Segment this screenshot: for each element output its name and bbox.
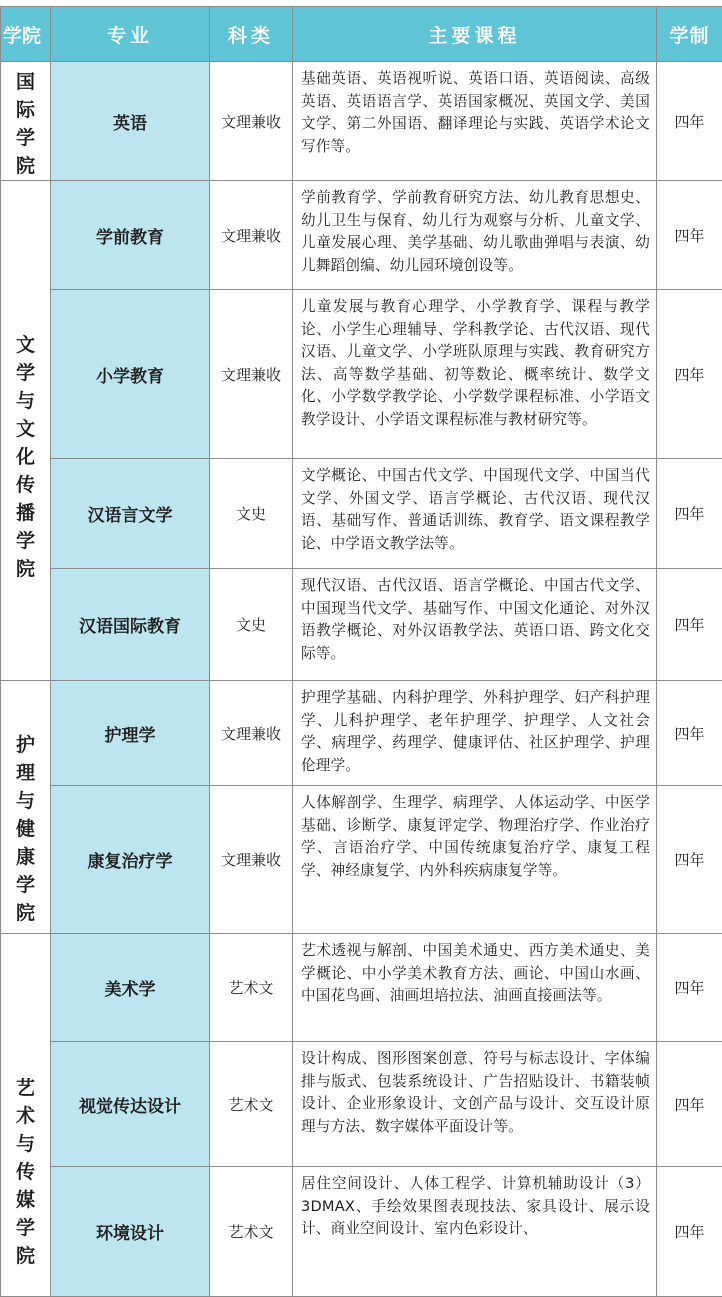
- table-row: [1, 786, 722, 934]
- category-cell: 文理兼收: [210, 181, 293, 290]
- table-row: [1, 62, 722, 181]
- courses-cell: 设计构成、图形图案创意、符号与标志设计、字体编排与版式、包装系统设计、广告招贴设计、书籍装帧设计、企业形象设计、文创产品与设计、交互设计原理与方法、数字媒体平面设计等。: [293, 1042, 657, 1167]
- major-cell: 学前教育: [51, 181, 210, 290]
- category-cell: 文理兼收: [210, 786, 293, 934]
- years-cell: 四年: [657, 181, 722, 290]
- major-cell: 汉语言文学: [51, 459, 210, 569]
- major-cell: 英语: [51, 62, 210, 181]
- years-cell: 四年: [657, 786, 722, 934]
- major-cell: 康复治疗学: [51, 786, 210, 934]
- years-cell: 四年: [657, 62, 722, 181]
- table-row: [1, 1167, 722, 1297]
- header-major: 专业: [51, 7, 210, 62]
- courses-cell: 现代汉语、古代汉语、语言学概论、中国古代文学、中国现当代文学、基础写作、中国文化通论、对外汉语教学概论、对外汉语教学法、英语口语、跨文化交际等。: [293, 569, 657, 681]
- major-cell: 美术学: [51, 934, 210, 1042]
- years-cell: 四年: [657, 1167, 722, 1297]
- table-row: [1, 681, 722, 786]
- years-cell: 四年: [657, 459, 722, 569]
- header-category: 科类: [210, 7, 293, 62]
- courses-cell: 居住空间设计、人体工程学、计算机辅助设计（3）3DMAX、手绘效果图表现技法、家具设计、展示设计、商业空间设计、室内色彩设计、: [293, 1167, 657, 1297]
- category-cell: 文理兼收: [210, 62, 293, 181]
- table-row: [1, 569, 722, 681]
- major-cell: 视觉传达设计: [51, 1042, 210, 1167]
- major-cell: 小学教育: [51, 290, 210, 459]
- college-cell: [1, 934, 51, 1297]
- college-cell: [1, 681, 51, 934]
- category-cell: 艺术文: [210, 934, 293, 1042]
- header-courses: 主要课程: [293, 7, 657, 62]
- years-cell: 四年: [657, 1042, 722, 1167]
- courses-cell: 艺术透视与解剖、中国美术通史、西方美术通史、美学概论、中小学美术教育方法、画论、中国山水画、中国花鸟画、油画坦培拉法、油画直接画法等。: [293, 934, 657, 1042]
- courses-cell: 儿童发展与教育心理学、小学教育学、课程与教学论、小学生心理辅导、学科教学论、古代汉语、现代汉语、儿童文学、小学班队原理与实践、教育研究方法、高等数学基础、初等数论、概率统计、数学文化、小学数学教学论、小学数学课程标准、小学语文教学设计、小学语文课程标准与教材研究等。: [293, 290, 657, 459]
- category-cell: 艺术文: [210, 1042, 293, 1167]
- courses-cell: 基础英语、英语视听说、英语口语、英语阅读、高级英语、英语语言学、英语国家概况、英国文学、美国文学、第二外国语、翻译理论与实践、英语学术论文写作等。: [293, 62, 657, 181]
- header-years: 学制: [657, 7, 722, 62]
- college-label: 护理与健康学院: [16, 731, 36, 927]
- courses-cell: 人体解剖学、生理学、病理学、人体运动学、中医学基础、诊断学、康复评定学、物理治疗学、作业治疗学、言语治疗学、中国传统康复治疗学、康复工程学、神经康复学、内外科疾病康复学等。: [293, 786, 657, 934]
- years-cell: 四年: [657, 569, 722, 681]
- category-cell: 文理兼收: [210, 290, 293, 459]
- table-row: [1, 459, 722, 569]
- header-college: 学院: [1, 7, 51, 62]
- category-cell: 艺术文: [210, 1167, 293, 1297]
- category-cell: 文史: [210, 459, 293, 569]
- years-cell: 四年: [657, 681, 722, 786]
- majors-table: [0, 6, 722, 1297]
- courses-cell: 学前教育学、学前教育研究方法、幼儿教育思想史、幼儿卫生与保育、幼儿行为观察与分析、儿童文学、儿童发展心理、美学基础、幼儿歌曲弹唱与表演、幼儿舞蹈创编、幼儿园环境创设等。: [293, 181, 657, 290]
- major-cell: 汉语国际教育: [51, 569, 210, 681]
- courses-cell: 护理学基础、内科护理学、外科护理学、妇产科护理学、儿科护理学、老年护理学、护理学、人文社会学、病理学、药理学、健康评估、社区护理学、护理伦理学。: [293, 681, 657, 786]
- courses-cell: 文学概论、中国古代文学、中国现代文学、中国当代文学、外国文学、语言学概论、古代汉语、现代汉语、基础写作、普通话训练、教育学、语文课程教学论、中学语文教学法等。: [293, 459, 657, 569]
- college-cell: [1, 62, 51, 181]
- table-row: [1, 1042, 722, 1167]
- years-cell: 四年: [657, 934, 722, 1042]
- major-cell: 环境设计: [51, 1167, 210, 1297]
- header-row: [1, 7, 722, 62]
- college-label: 文学与文化传播学院: [16, 331, 36, 583]
- category-cell: 文理兼收: [210, 681, 293, 786]
- category-cell: 文史: [210, 569, 293, 681]
- table-row: [1, 290, 722, 459]
- table-row: [1, 934, 722, 1042]
- years-cell: 四年: [657, 290, 722, 459]
- college-label: 国际学院: [16, 68, 36, 180]
- major-cell: 护理学: [51, 681, 210, 786]
- college-cell: [1, 181, 51, 681]
- college-label: 艺术与传媒学院: [16, 1074, 36, 1270]
- table-row: [1, 181, 722, 290]
